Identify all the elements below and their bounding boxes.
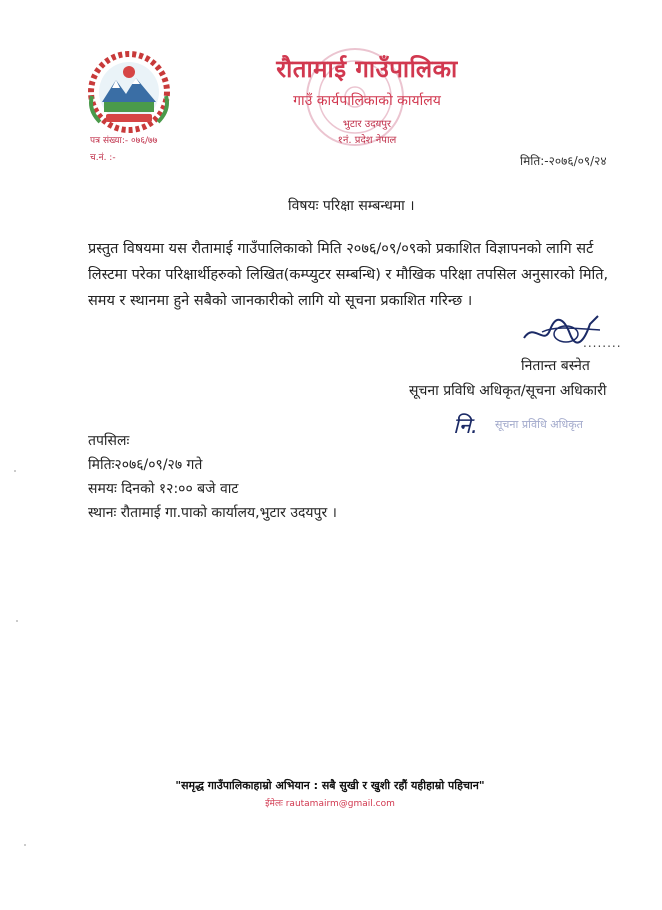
scan-speck — [16, 620, 18, 622]
scan-speck — [14, 470, 16, 472]
schedule-time: समयः दिनको १२:०० बजे वाट — [88, 481, 239, 497]
address-line-1: भुटार उदयपुर — [342, 119, 392, 130]
signatory-title: सूचना प्रविधि अधिकृत/सूचना अधिकारी — [409, 383, 607, 399]
signature-dots: ........ — [583, 336, 622, 350]
scan-speck — [24, 844, 26, 846]
faded-stamp: सूचना प्रविधि अधिकृत — [495, 418, 583, 431]
handwritten-initial: नि. — [453, 414, 478, 439]
letter-body: प्रस्तुत विषयमा यस रौतामाई गाउँपालिकाको मिति २०७६/०९/०९को प्रकाशित विज्ञापनको लागि सर्ट लिस्टमा परेका परिक्षार्थीहरुको लिखित(कम्प्युटर सम्बन्धि) र मौखिक परिक्षा तपसिल अनुसारको मिति, समय र स्थानमा हुने सबैको जानकारीको लागि यो सूचना प्रकाशित गरिन्छ । — [88, 241, 609, 309]
signatory-name: नितान्त बस्नेत — [521, 358, 590, 374]
letter-date: मिति:-२०७६/०९/२४ — [520, 154, 607, 168]
dispatch-number: च.नं. :- — [90, 153, 116, 163]
footer-slogan: "समृद्ध गाउँपालिकाहाम्रो अभियान : सबै सुखी र खुशी रहौं यहीहाम्रो पहिचान" — [175, 779, 485, 792]
reference-number: पत्र संख्या:- ०७६/७७ — [90, 136, 158, 146]
schedule-date: मितिः२०७६/०९/२७ गते — [88, 457, 203, 473]
address-line-2: १नं. प्रदेश नेपाल — [337, 135, 397, 146]
footer-email: ईमेलः rautamairm@gmail.com — [265, 799, 395, 809]
letter-subject: विषयः परिक्षा सम्बन्धमा । — [288, 198, 415, 214]
organization-name: रौतामाई गाउँपालिका — [276, 55, 458, 83]
nepal-emblem-icon — [86, 50, 172, 134]
schedule-heading: तपसिलः — [88, 433, 130, 449]
schedule-place: स्थानः रौतामाई गा.पाको कार्यालय,भुटार उदयपुर । — [88, 505, 337, 521]
office-name: गाउँ कार्यपालिकाको कार्यालय — [293, 93, 441, 109]
